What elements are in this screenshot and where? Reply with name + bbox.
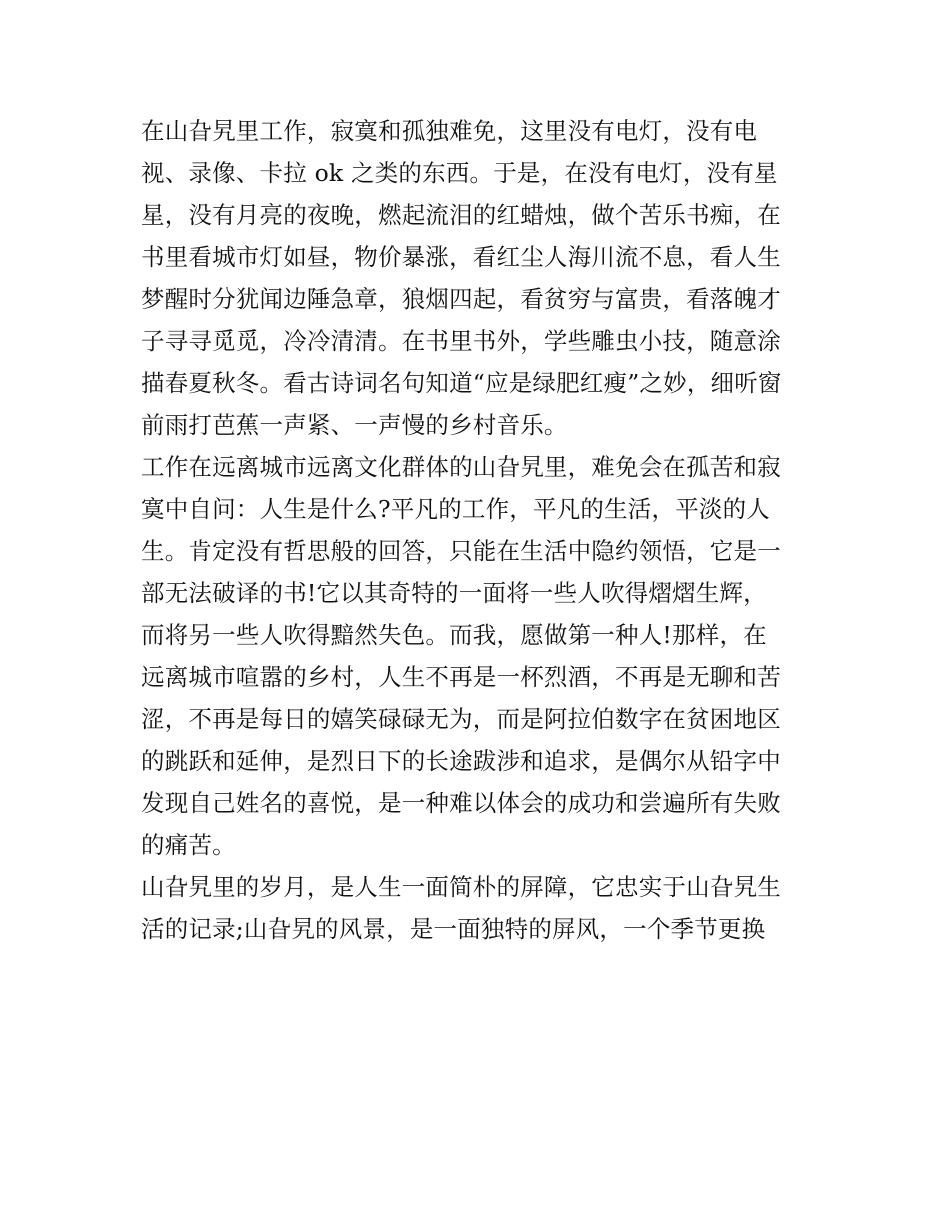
text-line: 子寻寻觅觅，冷冷清清。在书里书外，学些雕虫小技，随意涂 [141, 327, 781, 355]
text-line: 部无法破译的书!它以其奇特的一面将一些人吹得熠熠生辉， [141, 579, 767, 607]
text-line: 的跳跃和延伸，是烈日下的长途跋涉和追求，是偶尔从铅字中 [141, 747, 781, 775]
text-line: 远离城市喧嚣的乡村，人生不再是一杯烈酒，不再是无聊和苦 [141, 663, 781, 691]
text-line: 生。肯定没有哲思般的回答，只能在生活中隐约领悟，它是一 [141, 537, 781, 565]
document-body [141, 110, 831, 950]
text-line: 描春夏秋冬。看古诗词名句知道“应是绿肥红瘦”之妙，细听窗 [141, 369, 782, 397]
text-line: 在山旮旯里工作，寂寞和孤独难免，这里没有电灯，没有电 [141, 117, 758, 145]
text-line: 涩，不再是每日的嬉笑碌碌无为，而是阿拉伯数字在贫困地区 [141, 705, 781, 733]
text-line: 活的记录;山旮旯的风景，是一面独特的屏风，一个季节更换 [141, 915, 766, 943]
text-line: 寞中自问：人生是什么?平凡的工作，平凡的生活，平淡的人 [141, 495, 770, 523]
text-line: 书里看城市灯如昼，物价暴涨，看红尘人海川流不息，看人生 [141, 243, 781, 271]
text-line: 山旮旯里的岁月，是人生一面简朴的屏障，它忠实于山旮旯生 [141, 873, 781, 901]
text-line: 而将另一些人吹得黯然失色。而我，愿做第一种人!那样，在 [141, 621, 767, 649]
text-line: 梦醒时分犹闻边陲急章，狼烟四起，看贫穷与富贵，看落魄才 [141, 285, 781, 313]
text-line: 工作在远离城市远离文化群体的山旮旯里，难免会在孤苦和寂 [141, 453, 781, 481]
text-line: 视、录像、卡拉 ok 之类的东西。于是，在没有电灯，没有星 [141, 159, 778, 187]
text-line: 发现自己姓名的喜悦，是一种难以体会的成功和尝遍所有失败 [141, 789, 781, 817]
text-line: 的痛苦。 [141, 831, 236, 859]
text-line: 前雨打芭蕉一声紧、一声慢的乡村音乐。 [141, 411, 568, 439]
text-line: 星，没有月亮的夜晚，燃起流泪的红蜡烛，做个苦乐书痴，在 [141, 201, 781, 229]
